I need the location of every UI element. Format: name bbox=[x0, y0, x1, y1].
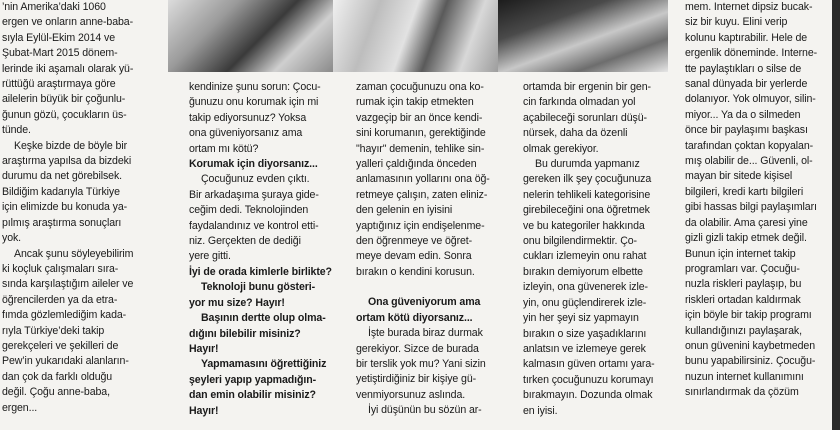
text-line: tte paylaştıkları o silse de bbox=[685, 62, 802, 75]
text-line: nuzla riskleri paylaşıp, bu bbox=[685, 278, 802, 291]
text-line: yor mu size? Hayır! bbox=[189, 296, 285, 309]
article-column-5 bbox=[685, 0, 830, 401]
text-line: nürsek, daha da özenli bbox=[523, 127, 628, 140]
text-line: şeyleri yapıp yapmadığın- bbox=[189, 373, 317, 386]
photo-segment-left bbox=[168, 0, 333, 72]
text-line: yetiştirdiğiniz bir kişiye gü- bbox=[356, 373, 477, 386]
text-line: faydalandınız ve kontrol etti- bbox=[189, 219, 319, 232]
text-line: mem. Internet dipsiz bucak- bbox=[685, 1, 813, 13]
text-line: önce bir paylaşımı başkası bbox=[685, 124, 808, 137]
text-line: ki koçluk çalışmaları sıra- bbox=[2, 262, 119, 275]
text-line: Ona güveniyorum ama bbox=[368, 296, 481, 309]
text-line: meye devam edin. Sonra bbox=[356, 250, 472, 263]
text-line: sini korumanın, gerektiğinde bbox=[356, 127, 486, 140]
text-line: rüttüğü araştırmaya göre bbox=[2, 78, 116, 91]
text-line: yin, onu güçlendirerek izle- bbox=[523, 296, 647, 309]
text-line: fımda gözlemlediğim kada- bbox=[2, 309, 127, 322]
text-line: Şubat-Mart 2015 dönem- bbox=[2, 47, 118, 60]
text-line: tırken çocuğunuzu korumayı bbox=[523, 373, 654, 386]
text-line: açabileceği sorunları düşü- bbox=[523, 111, 647, 124]
text-line: bunu yapabilirsiniz. Çocuğu- bbox=[685, 355, 816, 368]
text-line: dığını bilebilir misiniz? bbox=[189, 327, 301, 340]
text-line: sınırlandırmak da çözüm bbox=[685, 386, 799, 399]
page-edge-shadow bbox=[832, 0, 840, 430]
text-line: İyi düşünün bu sözün ar- bbox=[368, 404, 482, 417]
text-line: ğunuzu onu korumak için mi bbox=[189, 96, 319, 109]
text-line: zaman çocuğunuzu ona ko- bbox=[356, 81, 484, 93]
text-line: için böyle bir takip programı bbox=[685, 309, 812, 322]
text-line: cin farkında olmadan yol bbox=[523, 96, 636, 109]
text-line: ve bu kategoriler hakkında bbox=[523, 219, 645, 232]
text-line: riskleri ortadan kaldırmak bbox=[685, 293, 801, 306]
text-line: değil. Çoğu anne-baba, bbox=[2, 386, 110, 399]
text-line: Korumak için diyorsanız... bbox=[189, 158, 318, 171]
text-line: gerekçeleri ve şekilleri de bbox=[2, 339, 119, 352]
text-line: ortam mı kötü? bbox=[189, 142, 259, 155]
text-line: retmeye çalışın, zaten eliniz- bbox=[356, 188, 488, 201]
text-line: kolunu kaptırabilir. Hele de bbox=[685, 31, 808, 44]
text-line: bırakın o kendini korusun. bbox=[356, 265, 475, 278]
text-line: mayan bir sitede kişisel bbox=[685, 170, 793, 183]
text-line: kendinize şunu sorun: Çocu- bbox=[189, 81, 321, 93]
text-line: ğunun gözü, çocukların üs- bbox=[2, 108, 127, 121]
text-line: den gelenin en iyisini bbox=[356, 204, 453, 217]
text-line: yin her şeyi siz yapmayın bbox=[523, 312, 639, 325]
text-line: Pew’in yukarıdaki alanların- bbox=[2, 355, 129, 368]
text-line: girebileceğini ona öğretmek bbox=[523, 204, 650, 217]
text-line: Başının dertte olup olma- bbox=[201, 312, 326, 325]
text-line: yalleri çaldığında önceden bbox=[356, 158, 477, 171]
text-line: izleyin, ona güvenerek izle- bbox=[523, 281, 648, 294]
text-line: ona güveniyorsanız ama bbox=[189, 127, 303, 140]
text-line: bırakmayın. Dozunda olmak bbox=[523, 389, 653, 402]
text-line: Hayır! bbox=[189, 404, 219, 417]
text-line: tarafından çoktan kopyalan- bbox=[685, 139, 814, 152]
text-line: olmak gerekiyor. bbox=[523, 142, 599, 155]
text-line: Teknoloji bunu gösteri- bbox=[201, 281, 316, 294]
text-line: mış olabilir de... Güvenli, ol- bbox=[685, 155, 813, 168]
text-line: Çocuğunuz evden çıktı. bbox=[201, 173, 310, 186]
text-line: araştırma yapılsa da bizdeki bbox=[2, 155, 132, 168]
text-line: dolanıyor. Yok olmuyor, silin- bbox=[685, 93, 816, 106]
text-line: nuzun internet kullanımını bbox=[685, 370, 804, 383]
text-line: gerekiyor. Sizce de burada bbox=[356, 342, 479, 355]
text-line: sıyla Eylül-Ekim 2014 ve bbox=[2, 31, 115, 44]
text-line: cukları izlemeyin onu rahat bbox=[523, 250, 647, 263]
text-line: onun güvenini kaybetmeden bbox=[685, 339, 816, 352]
text-line: yaptığınız için endişelenme- bbox=[356, 219, 485, 232]
text-line: dan çok da farklı olduğu bbox=[2, 370, 113, 383]
text-line: Yapmamasını öğrettiğiniz bbox=[201, 358, 327, 371]
text-line: niz. Gerçekten de dediği bbox=[189, 235, 301, 248]
text-line: Ancak şunu söyleyebilirim bbox=[14, 247, 134, 260]
text-line: ortam kötü diyorsanız... bbox=[356, 311, 473, 324]
text-line: venmiyorsunuz aslında. bbox=[356, 388, 466, 401]
text-line: ’nin Amerika’daki 1060 bbox=[2, 1, 106, 13]
text-line: den öğrenmeye ve öğret- bbox=[356, 235, 473, 248]
text-line: dan emin olabilir misiniz? bbox=[189, 389, 316, 402]
photo-segment-right bbox=[498, 0, 668, 72]
text-line: bilgileri, kredi kartı bilgileri bbox=[685, 185, 804, 198]
text-line: siz bir kuyu. Elini verip bbox=[685, 16, 788, 29]
text-line: ceğim dedi. Teknolojinden bbox=[189, 204, 309, 217]
text-line: vazgeçip bir an önce kendi- bbox=[356, 111, 483, 124]
text-line: miyor... Ya da o silmeden bbox=[685, 108, 801, 121]
text-line: yere gitti. bbox=[189, 250, 231, 263]
text-line bbox=[356, 280, 504, 295]
text-line: nelerin tehlikeli kategorisine bbox=[523, 188, 651, 201]
text-line: bırakın demiyorum elbette bbox=[523, 265, 643, 278]
text-line: takip ediyorsunuz? Yoksa bbox=[189, 111, 307, 124]
text-line: gereken ilk şey çocuğunuza bbox=[523, 173, 652, 186]
text-line: sanal dünyada bir yerlerde bbox=[685, 78, 808, 91]
text-line: ailelerin büyük bir çoğunlu- bbox=[2, 93, 126, 106]
text-line: ergen... bbox=[2, 401, 38, 414]
text-line: ortamda bir ergenin bir gen- bbox=[523, 81, 651, 93]
text-line: ergen ve onların anne-baba- bbox=[2, 16, 133, 29]
text-line: İyi de orada kimlerle birlikte? bbox=[189, 265, 332, 278]
article-column-2 bbox=[189, 80, 337, 419]
text-line: programları var. Çocuğu- bbox=[685, 262, 800, 275]
text-line: İşte burada biraz durmak bbox=[368, 327, 483, 340]
text-line: onu bilgilendirmektir. Ço- bbox=[523, 235, 637, 248]
text-line: Bir arkadaşıma şuraya gide- bbox=[189, 188, 319, 201]
text-line: sında karşılaştığım aileler ve bbox=[2, 278, 134, 291]
text-line: için elimizde bu konuda ya- bbox=[2, 201, 128, 214]
text-line: yok. bbox=[2, 232, 22, 245]
text-line: bir terslik yok mu? Yani sizin bbox=[356, 357, 486, 370]
text-line: rıyla Türkiye’deki takip bbox=[2, 324, 105, 337]
text-line: tünde. bbox=[2, 124, 31, 137]
text-line: anlatsın ve izlemeye gerek bbox=[523, 342, 646, 355]
photo-segment-middle bbox=[333, 0, 498, 72]
text-line: Bildiğim kadarıyla Türkiye bbox=[2, 185, 120, 198]
text-line: durumu da net görebilsek. bbox=[2, 170, 122, 183]
article-column-4 bbox=[523, 80, 673, 419]
text-line: lerinde iki aşamalı olarak yü- bbox=[2, 62, 134, 75]
text-line: da olabilir. Ama çaresi yine bbox=[685, 216, 808, 229]
article-photo bbox=[168, 0, 668, 72]
text-line: rumak için takip etmekten bbox=[356, 96, 474, 109]
text-line: Bu durumda yapmanız bbox=[535, 158, 640, 171]
text-line: öğrencilerden ya da etra- bbox=[2, 293, 118, 306]
text-line: kalmasın güven ortamı yara- bbox=[523, 358, 655, 371]
text-line: pılmış araştırma sonuçları bbox=[2, 216, 122, 229]
text-line: Bunun için internet takip bbox=[685, 247, 796, 260]
text-line: anlamasının yollarını ona öğ- bbox=[356, 173, 490, 186]
text-line: kullandığınızı paylaşarak, bbox=[685, 324, 802, 337]
text-line: bırakın o size yaşadıklarını bbox=[523, 327, 647, 340]
text-line: ergenlik döneminde. Interne- bbox=[685, 47, 818, 60]
text-line: gibi hassas bilgi paylaşımları bbox=[685, 201, 817, 214]
text-line: en iyisi. bbox=[523, 404, 558, 417]
article-column-1 bbox=[2, 0, 162, 416]
article-column-3 bbox=[356, 80, 504, 419]
text-line: Hayır! bbox=[189, 342, 219, 355]
text-line: "hayır" demenin, tehlike sin- bbox=[356, 142, 485, 155]
text-line: gizli gizli takip etmek değil. bbox=[685, 232, 807, 245]
text-line: Keşke bizde de böyle bir bbox=[14, 139, 128, 152]
